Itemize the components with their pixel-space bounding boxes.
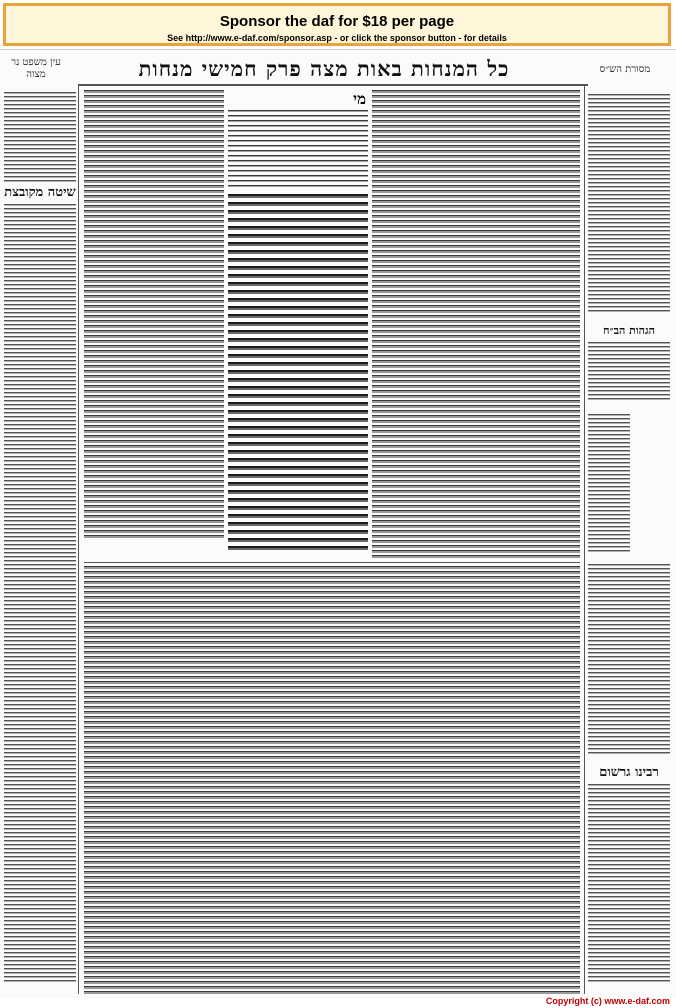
left-margin-column bbox=[4, 84, 76, 994]
copyright-text[interactable]: Copyright (c) www.e-daf.com bbox=[545, 996, 670, 1006]
ein-mishpat-header: עין משפט נר מצוה bbox=[11, 57, 61, 80]
sponsor-subtitle[interactable]: See http://www.e-daf.com/sponsor.asp - or click the sponsor button - for details bbox=[167, 33, 507, 43]
gemara-opening-word: מי bbox=[353, 90, 366, 108]
gemara-main-text bbox=[228, 194, 368, 550]
rashi-text bbox=[372, 90, 580, 560]
hagahot-habach-title: הגהות הב״ח bbox=[603, 324, 655, 337]
masoret-hashas-text bbox=[588, 94, 670, 314]
lower-commentary-block bbox=[84, 566, 580, 994]
right-column-rule bbox=[584, 86, 585, 994]
right-margin-column bbox=[588, 84, 670, 994]
hagahot-habach-text bbox=[588, 342, 670, 402]
lower-commentary-rule bbox=[84, 562, 580, 563]
running-header: כל המנחות באות מצה פרק חמישי מנחות bbox=[138, 56, 510, 81]
shita-mekubetzet-title: שיטה מקובצת bbox=[4, 185, 76, 200]
masoret-hashas-title: מסורת הש״ס bbox=[599, 64, 651, 75]
shita-mekubetzet-text bbox=[4, 204, 76, 984]
tosafot-text bbox=[84, 90, 224, 540]
gemara-column bbox=[228, 90, 368, 560]
sponsor-title[interactable]: Sponsor the daf for $18 per page bbox=[219, 13, 455, 30]
lower-commentary-text bbox=[84, 566, 580, 994]
margin-notes-1 bbox=[588, 414, 630, 554]
header-rule bbox=[78, 84, 588, 86]
rabbeinu-gershom-text bbox=[588, 784, 670, 984]
margin-notes-2 bbox=[588, 564, 670, 754]
rabbeinu-gershom-title: רבינו גרשום bbox=[599, 765, 659, 780]
talmud-page bbox=[0, 49, 676, 998]
ein-mishpat-text bbox=[4, 92, 76, 182]
left-column-rule bbox=[78, 86, 79, 994]
sponsor-banner[interactable] bbox=[3, 3, 671, 46]
tosafot-column bbox=[84, 90, 224, 540]
rashi-column bbox=[372, 90, 580, 560]
gemara-upper-text bbox=[228, 110, 368, 190]
